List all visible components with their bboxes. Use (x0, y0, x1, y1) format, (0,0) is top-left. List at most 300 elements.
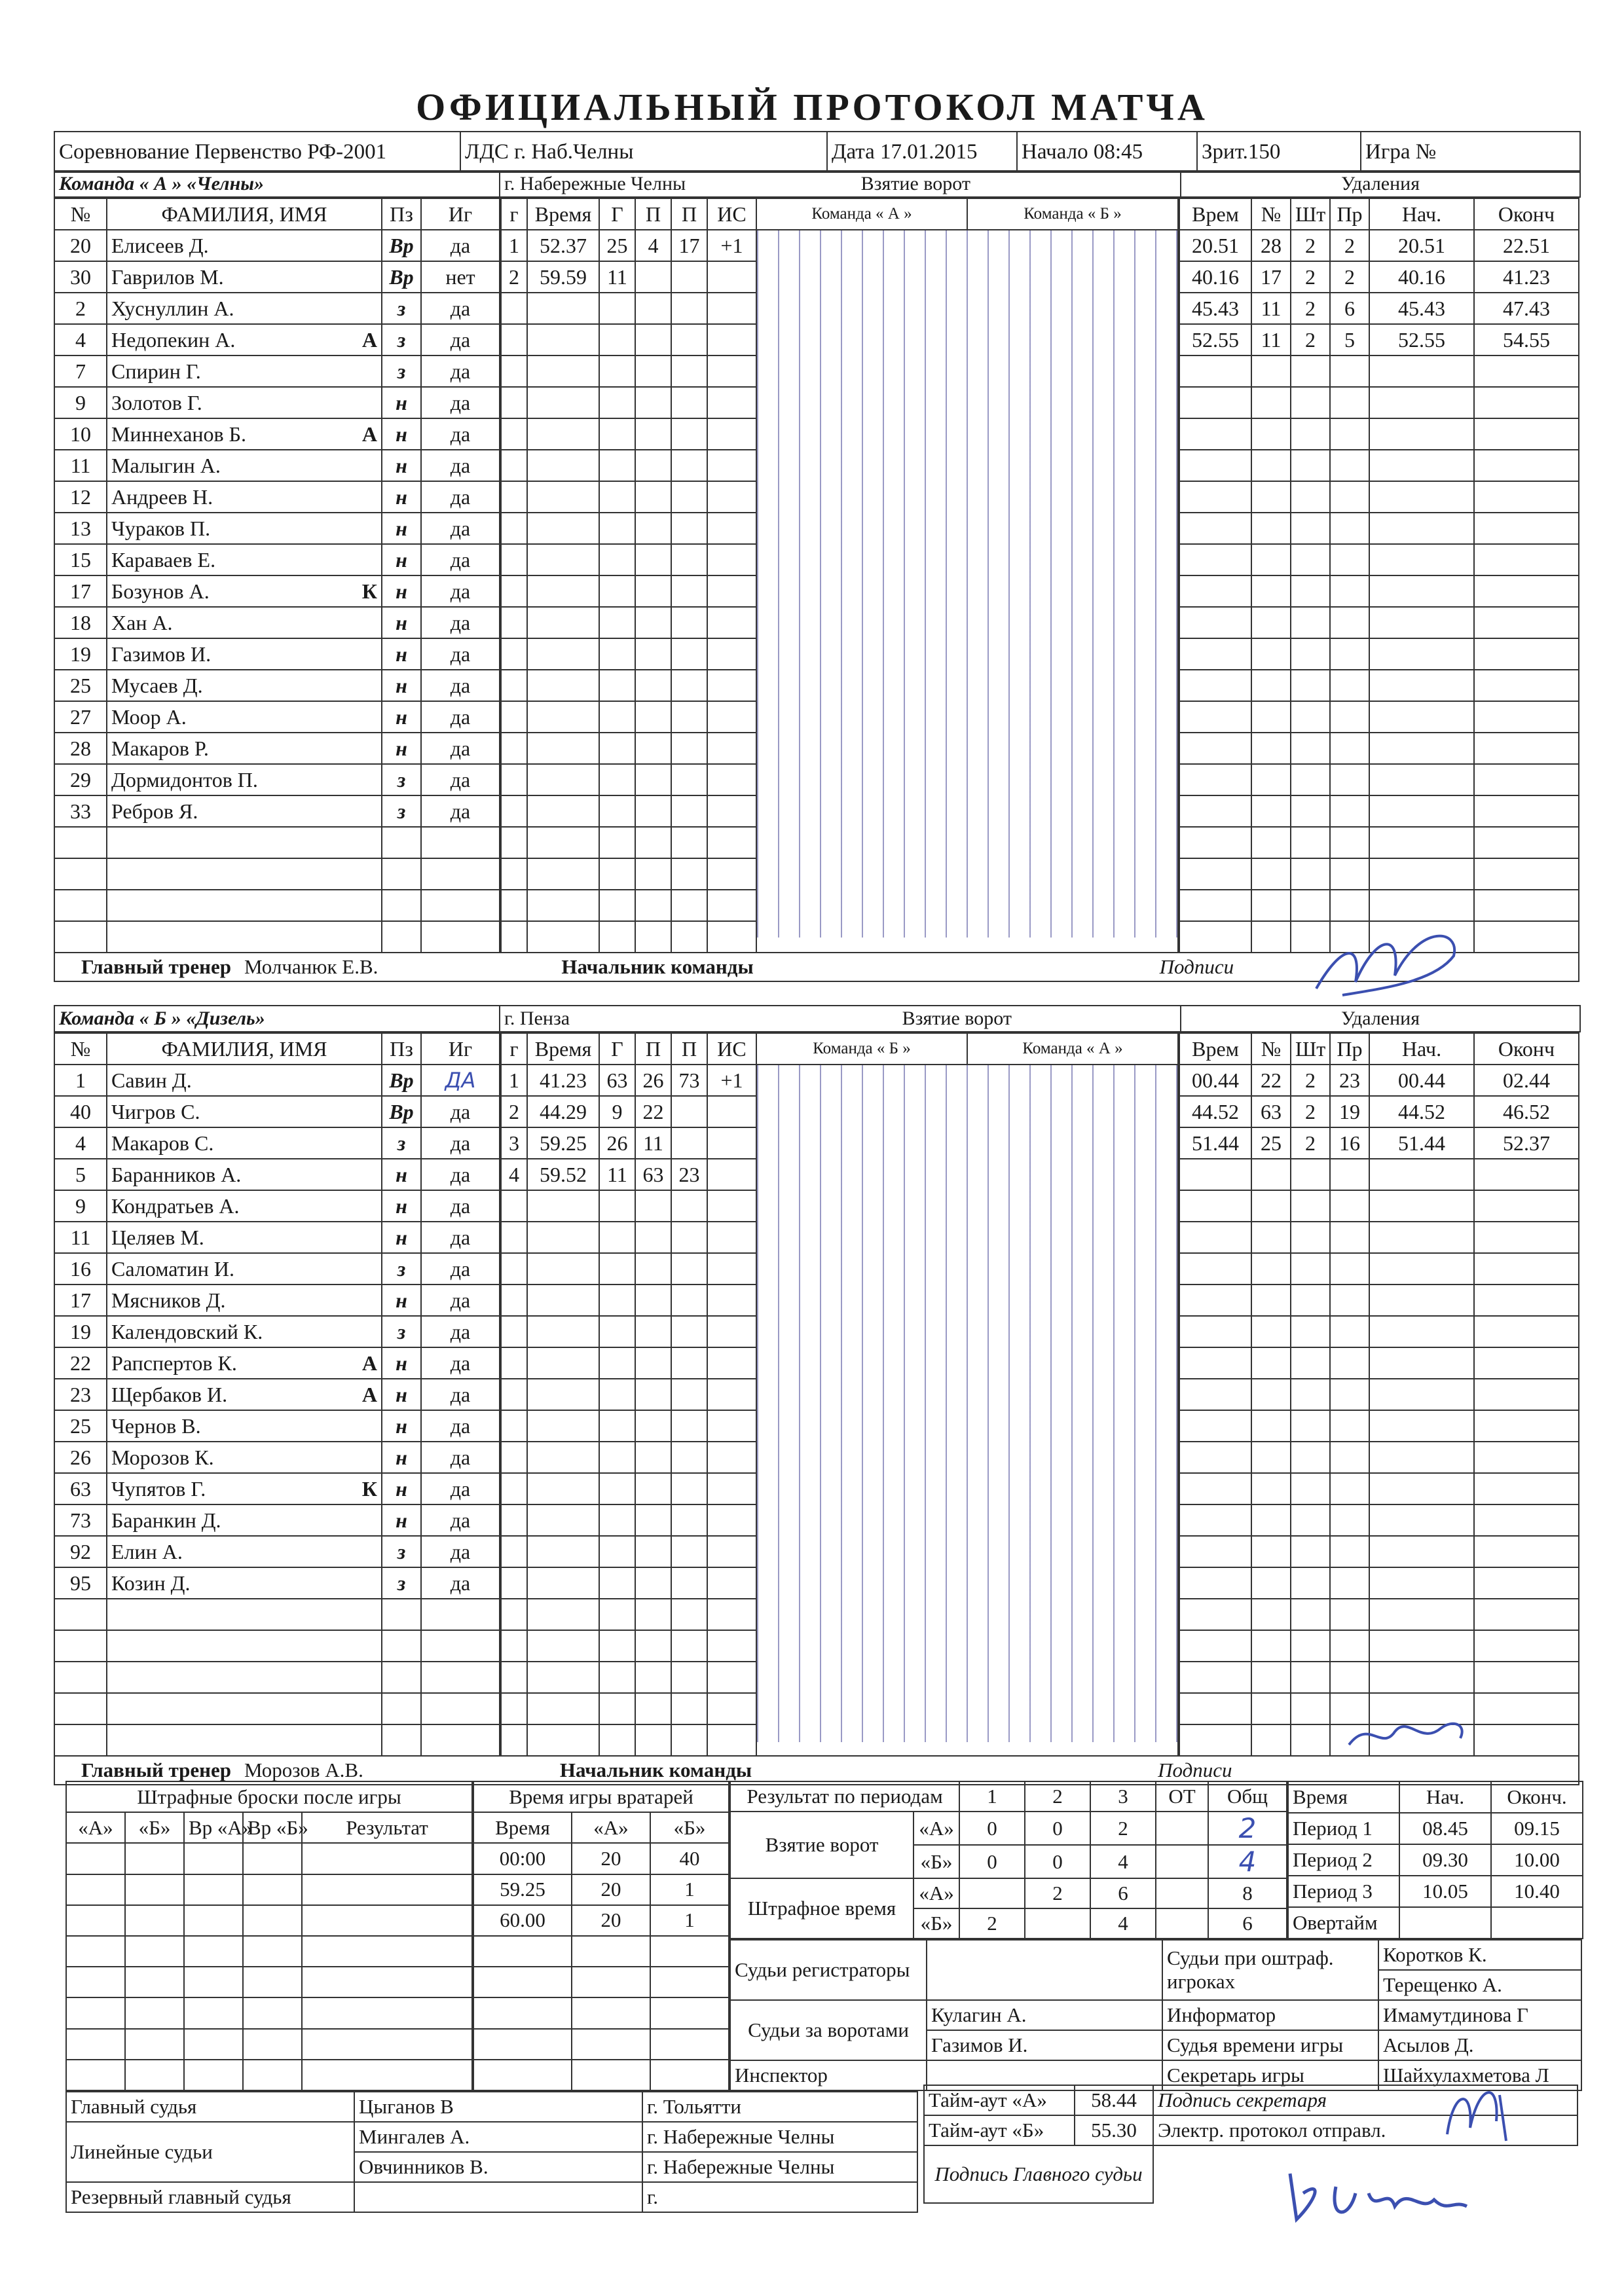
player-played (421, 1599, 500, 1630)
referees-table (65, 2091, 918, 2213)
penalty-min (1291, 1285, 1330, 1316)
period-col-ot: ОТ (1156, 1781, 1208, 1812)
penalty-time (1179, 575, 1251, 607)
goal-p1 (635, 701, 671, 733)
penalty-time (1179, 1662, 1251, 1693)
player-number: 18 (54, 607, 107, 638)
shootout-col-a: «А» (66, 1812, 125, 1843)
player-played: да (421, 1473, 500, 1504)
team-manager-label: Начальник команды (559, 1758, 752, 1781)
player-name-text: Чернов В. (111, 1413, 201, 1438)
player-played: да (421, 450, 500, 481)
penalty-num (1251, 1599, 1291, 1630)
goal-g (501, 795, 527, 827)
player-number (54, 1630, 107, 1662)
player-name-text: Спирин Г. (111, 359, 201, 383)
goal-is (707, 1316, 756, 1347)
player-number: 26 (54, 1442, 107, 1473)
penalty-num (1251, 701, 1291, 733)
goal-is: +1 (707, 230, 756, 261)
penalty-min (1291, 1190, 1330, 1222)
goal-p2 (671, 1410, 707, 1442)
goal-time (527, 921, 599, 953)
row-team-b: «Б» (913, 1908, 959, 1939)
goal-p2 (671, 1567, 707, 1599)
table-row (54, 230, 500, 261)
goal-g (501, 1285, 527, 1316)
table-row (54, 1159, 500, 1190)
player-name-text: Андреев Н. (111, 484, 213, 509)
timeout-a-label: Тайм-аут «А» (924, 2085, 1075, 2115)
penalty-num (1251, 638, 1291, 670)
player-number: 16 (54, 1253, 107, 1285)
table-row (54, 607, 500, 638)
goal-goal (599, 1724, 635, 1756)
player-played: да (421, 1379, 500, 1410)
goal-row (501, 1473, 756, 1504)
goal-p2 (671, 1316, 707, 1347)
goal-p2 (671, 1536, 707, 1567)
table-row (54, 387, 500, 418)
timeout-b: 55.30 (1075, 2115, 1153, 2145)
penalty-row (1179, 1630, 1579, 1662)
player-number: 11 (54, 450, 107, 481)
penalty-reason (1330, 1410, 1369, 1442)
penalty-start (1369, 1536, 1474, 1567)
player-position: н (382, 513, 421, 544)
goal-row (501, 1442, 756, 1473)
penalty-end (1474, 1410, 1579, 1442)
goal-row (501, 701, 756, 733)
penalty-time (1179, 701, 1251, 733)
player-name (107, 890, 382, 921)
match-date: Дата 17.01.2015 (827, 132, 1017, 172)
penalty-time (1179, 733, 1251, 764)
goal-row (501, 921, 756, 953)
goal-g (501, 418, 527, 450)
timeout-a: 58.44 (1075, 2085, 1153, 2115)
goal-is (707, 638, 756, 670)
team-b-penalties (1179, 1032, 1579, 1757)
goal-time (527, 1693, 599, 1724)
goal-g (501, 890, 527, 921)
referee: Цыганов В (354, 2092, 642, 2122)
player-name-text: Ребров Я. (111, 799, 198, 823)
player-number: 17 (54, 1285, 107, 1316)
penalty-min (1291, 1253, 1330, 1285)
table-row (54, 450, 500, 481)
player-played: да (421, 1222, 500, 1253)
linesmen-label: Линейные судьи (66, 2122, 354, 2182)
goalie-time-table (473, 1781, 729, 2091)
player-number: 12 (54, 481, 107, 513)
player-played: да (421, 1410, 500, 1442)
goals-b-total: 4 (1208, 1845, 1287, 1878)
player-name (107, 827, 382, 858)
player-name (107, 858, 382, 890)
goal-is (707, 858, 756, 890)
player-name-text: Мясников Д. (111, 1288, 226, 1312)
table-row (54, 544, 500, 575)
goal-is (707, 1222, 756, 1253)
col-pos: Пз (382, 198, 421, 230)
player-name-text: Савин Д. (111, 1068, 192, 1092)
goal-time (527, 1379, 599, 1410)
penalty-min: 2 (1291, 324, 1330, 355)
player-position (382, 1724, 421, 1756)
goal-row (501, 513, 756, 544)
penalty-num (1251, 607, 1291, 638)
goal-row (501, 418, 756, 450)
penalty-end: 54.55 (1474, 324, 1579, 355)
goal-time (527, 293, 599, 324)
player-number: 63 (54, 1473, 107, 1504)
penalty-row (1179, 324, 1579, 355)
penalty-start (1369, 544, 1474, 575)
player-played: да (421, 418, 500, 450)
penalty-row (1179, 670, 1579, 701)
player-name-text: Макаров Р. (111, 736, 209, 760)
penalty-row (1179, 1096, 1579, 1127)
signature-team-a (1303, 917, 1500, 1015)
penalty-min (1291, 858, 1330, 890)
player-name (107, 1473, 382, 1504)
goal-p2 (671, 418, 707, 450)
team-a-coach: Молчанюк Е.В. (244, 955, 378, 978)
goal-is (707, 450, 756, 481)
penalty-num (1251, 827, 1291, 858)
penalty-min (1291, 355, 1330, 387)
goal-time (527, 890, 599, 921)
penalty-num: 17 (1251, 261, 1291, 293)
penalty-min (1291, 1724, 1330, 1756)
goal-g (501, 544, 527, 575)
penalty-min: 2 (1291, 1096, 1330, 1127)
captain-mark: А (361, 327, 377, 352)
pim-a-p1 (959, 1878, 1025, 1908)
penalty-row (1179, 293, 1579, 324)
penalty-num (1251, 1724, 1291, 1756)
penalty-min (1291, 1693, 1330, 1724)
goal-goal (599, 764, 635, 795)
player-position: н (382, 481, 421, 513)
table-row (54, 1662, 500, 1693)
team-b-name: Команда « Б » «Дизель» (54, 1006, 500, 1032)
goal-g: 1 (501, 1065, 527, 1096)
goal-g: 4 (501, 1159, 527, 1190)
secretary-sign-label: Подпись секретаря (1153, 2085, 1578, 2115)
player-played: да (421, 293, 500, 324)
table-row (54, 764, 500, 795)
penalty-min (1291, 795, 1330, 827)
goal-time (527, 1347, 599, 1379)
player-played: да (421, 1504, 500, 1536)
goal-p1 (635, 1724, 671, 1756)
goal-p2: 73 (671, 1065, 707, 1096)
player-position: Вр (382, 230, 421, 261)
player-played (421, 1630, 500, 1662)
goal-p2 (671, 1285, 707, 1316)
penalty-num (1251, 1285, 1291, 1316)
penalty-num: 25 (1251, 1127, 1291, 1159)
goal-p2 (671, 1473, 707, 1504)
penalty-time (1179, 1285, 1251, 1316)
penalty-time (1179, 921, 1251, 953)
penalty-num (1251, 1473, 1291, 1504)
penalty-num (1251, 544, 1291, 575)
player-number (54, 1693, 107, 1724)
penalty-reason (1330, 670, 1369, 701)
penalty-start (1369, 1253, 1474, 1285)
penalty-end: 52.37 (1474, 1127, 1579, 1159)
goal-goal (599, 1442, 635, 1473)
goal-row (501, 1724, 756, 1756)
penalty-min (1291, 733, 1330, 764)
penalty-time (1179, 1410, 1251, 1442)
goal-is (707, 1347, 756, 1379)
penalty-end: 02.44 (1474, 1065, 1579, 1096)
team-b-goals-title: Взятие ворот (902, 1008, 1012, 1029)
penalty-num: 22 (1251, 1065, 1291, 1096)
goal-p2 (671, 324, 707, 355)
player-number: 33 (54, 795, 107, 827)
penalty-reason (1330, 1316, 1369, 1347)
goal-g (501, 1190, 527, 1222)
row-team-b: «Б» (913, 1845, 959, 1878)
player-name (107, 1222, 382, 1253)
goal-p2: 23 (671, 1159, 707, 1190)
goals-a-p3: 2 (1090, 1812, 1156, 1845)
referee-label: Главный судья (66, 2092, 354, 2122)
table-row (54, 1065, 500, 1096)
goal-goal (599, 293, 635, 324)
goal-p2 (671, 1504, 707, 1536)
goal-g (501, 575, 527, 607)
penalty-time (1179, 1630, 1251, 1662)
captain-mark: К (361, 1476, 377, 1501)
player-number (54, 1599, 107, 1630)
penalty-end (1474, 1285, 1579, 1316)
goal-goal (599, 1693, 635, 1724)
player-played: да (421, 670, 500, 701)
penalty-end (1474, 1567, 1579, 1599)
player-played: да (421, 575, 500, 607)
penalty-end (1474, 1536, 1579, 1567)
goal-p1 (635, 921, 671, 953)
player-number: 29 (54, 764, 107, 795)
penalty-min (1291, 1504, 1330, 1536)
goal-goal (599, 1662, 635, 1693)
col-team-b: Команда « Б » (757, 1034, 968, 1064)
goal-goal (599, 890, 635, 921)
penalty-start (1369, 670, 1474, 701)
period-time-cell: Период 3 (1288, 1876, 1399, 1907)
goal-g (501, 1410, 527, 1442)
goal-goal: 26 (599, 1127, 635, 1159)
goal-is (707, 1567, 756, 1599)
goal-goal (599, 858, 635, 890)
player-number (54, 890, 107, 921)
player-name (107, 1347, 382, 1379)
player-name (107, 1316, 382, 1347)
goal-p1 (635, 387, 671, 418)
goal-p1 (635, 450, 671, 481)
goal-goal (599, 1253, 635, 1285)
goal-time: 59.25 (527, 1127, 599, 1159)
goals-b-p2: 0 (1025, 1845, 1090, 1878)
player-position: Вр (382, 261, 421, 293)
player-name-text: Макаров С. (111, 1131, 214, 1155)
penalty-row (1179, 1442, 1579, 1473)
player-name-text: Дормидонтов П. (111, 767, 258, 792)
penalty-num (1251, 670, 1291, 701)
table-row (54, 513, 500, 544)
goal-p1 (635, 1504, 671, 1536)
goals-b-p3: 4 (1090, 1845, 1156, 1878)
player-name-text: Щербаков И. (111, 1382, 228, 1406)
goal-goal (599, 1316, 635, 1347)
goal-g (501, 1724, 527, 1756)
penalty-time (1179, 670, 1251, 701)
player-name (107, 1724, 382, 1756)
table-row (54, 1316, 500, 1347)
penalty-min (1291, 1316, 1330, 1347)
goal-p1 (635, 1473, 671, 1504)
penalty-end (1474, 858, 1579, 890)
player-number: 19 (54, 1316, 107, 1347)
goalie-time-cell: 20 (572, 1843, 650, 1874)
player-name-text: Кондратьев А. (111, 1194, 240, 1218)
col-pen-start: Нач. (1369, 1033, 1474, 1065)
secretary: Шайхулахметова Л (1378, 2060, 1581, 2090)
shootout-col-b: «Б» (125, 1812, 184, 1843)
penalty-start (1369, 795, 1474, 827)
penalty-time (1179, 355, 1251, 387)
period-time-row (1288, 1876, 1583, 1907)
referee-sign-label: Подпись Главного судьи (924, 2145, 1153, 2203)
period-time-row (1288, 1907, 1583, 1939)
goals-a-total: 2 (1208, 1812, 1287, 1845)
goal-p2 (671, 921, 707, 953)
goal-p2 (671, 701, 707, 733)
goalie-col-b: «Б» (650, 1812, 729, 1843)
penalty-start (1369, 1473, 1474, 1504)
goal-p1 (635, 1630, 671, 1662)
player-number (54, 921, 107, 953)
timekeeper: Асылов Д. (1378, 2030, 1581, 2060)
period-end-col: Оконч. (1491, 1781, 1583, 1813)
player-position: н (382, 1285, 421, 1316)
penalty-start: 45.43 (1369, 293, 1474, 324)
goal-row (501, 1662, 756, 1693)
goal-g (501, 1253, 527, 1285)
goal-is (707, 1410, 756, 1442)
goal-p2 (671, 1127, 707, 1159)
penalty-start: 20.51 (1369, 230, 1474, 261)
penalty-min (1291, 544, 1330, 575)
goal-time (527, 1473, 599, 1504)
col-name: ФАМИЛИЯ, ИМЯ (107, 198, 382, 230)
penalty-min (1291, 1599, 1330, 1630)
player-position: Вр (382, 1096, 421, 1127)
penalty-start (1369, 1316, 1474, 1347)
penalty-num: 11 (1251, 293, 1291, 324)
goal-row (501, 1567, 756, 1599)
goal-row (501, 324, 756, 355)
penalty-time (1179, 764, 1251, 795)
goal-goal: 11 (599, 261, 635, 293)
player-number: 1 (54, 1065, 107, 1096)
player-position (382, 1693, 421, 1724)
penalty-time (1179, 1222, 1251, 1253)
player-name-text: Миннеханов Б. (111, 422, 246, 446)
period-time-cell: Овертайм (1288, 1907, 1399, 1939)
player-name-text: Целяев М. (111, 1225, 204, 1249)
penalty-reason (1330, 1379, 1369, 1410)
inspector-label: Инспектор (730, 2060, 927, 2090)
goal-p2 (671, 544, 707, 575)
penalty-reason (1330, 764, 1369, 795)
player-position: з (382, 355, 421, 387)
period-time-cell: Период 1 (1288, 1813, 1399, 1844)
col-is: ИС (707, 1033, 756, 1065)
table-row (54, 1504, 500, 1536)
goal-is (707, 1127, 756, 1159)
penalty-row (1179, 733, 1579, 764)
timeout-b-label: Тайм-аут «Б» (924, 2115, 1075, 2145)
goal-goal (599, 670, 635, 701)
officials-table (729, 1939, 1582, 2091)
goalie-time-cell: 59.25 (473, 1874, 572, 1905)
goal-g (501, 324, 527, 355)
penalty-row (1179, 1316, 1579, 1347)
timekeeper-label: Судья времени игры (1162, 2030, 1378, 2060)
goal-goal: 63 (599, 1065, 635, 1096)
goal-g (501, 1379, 527, 1410)
goal-p1 (635, 355, 671, 387)
player-name (107, 733, 382, 764)
period-results (729, 1781, 1287, 1939)
player-number: 40 (54, 1096, 107, 1127)
goal-judges-label: Судьи за воротами (730, 2000, 927, 2060)
table-row (54, 921, 500, 953)
goal-row (501, 1410, 756, 1442)
informer: Имамутдинова Г (1378, 2000, 1581, 2030)
period-time-cell: 08.45 (1399, 1813, 1491, 1844)
penalty-start: 52.55 (1369, 324, 1474, 355)
col-name: ФАМИЛИЯ, ИМЯ (107, 1033, 382, 1065)
player-number: 23 (54, 1379, 107, 1410)
player-name-text: Саломатин И. (111, 1256, 234, 1281)
goal-p2 (671, 513, 707, 544)
goal-goal: 9 (599, 1096, 635, 1127)
player-played: да (421, 544, 500, 575)
col-p2: П (671, 198, 707, 230)
period-col-3: 3 (1090, 1781, 1156, 1812)
goal-row (501, 638, 756, 670)
penalty-reason (1330, 733, 1369, 764)
player-position: н (382, 544, 421, 575)
penalty-reason (1330, 1253, 1369, 1285)
goal-time: 59.52 (527, 1159, 599, 1190)
team-b-coach: Морозов А.В. (244, 1758, 363, 1781)
col-p2: П (671, 1033, 707, 1065)
goal-p2 (671, 638, 707, 670)
penalty-end (1474, 1693, 1579, 1724)
player-name (107, 1567, 382, 1599)
player-position: Вр (382, 1065, 421, 1096)
player-position: н (382, 1190, 421, 1222)
